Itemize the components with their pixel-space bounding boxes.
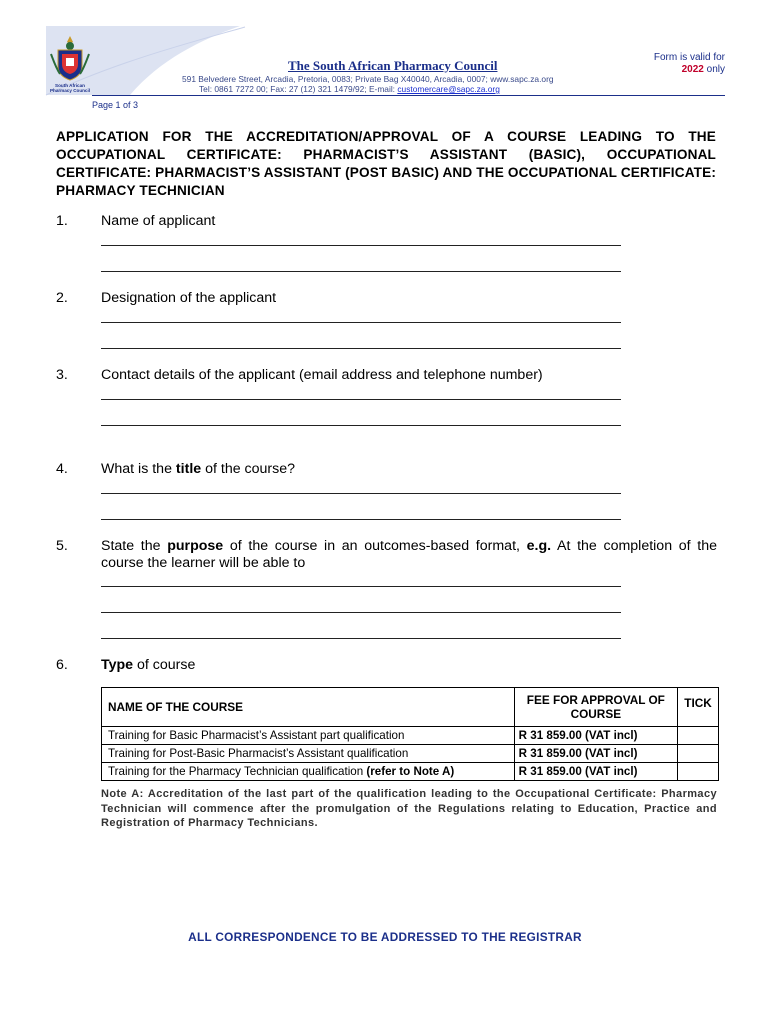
table-row	[102, 763, 719, 781]
course-name: Training for Post-Basic Pharmacist’s Assistant qualification	[108, 747, 409, 760]
answer-line[interactable]	[101, 638, 621, 639]
org-contact	[199, 84, 500, 94]
footer-notice: ALL CORRESPONDENCE TO BE ADDRESSED TO THE REGISTRAR	[188, 930, 582, 944]
question-4-text	[101, 461, 295, 477]
contact-details: Tel: 0861 7272 00; Fax: 27 (12) 321 1479/92; E-mail:	[199, 84, 398, 94]
question-3-text: Contact details of the applicant (email address and telephone number)	[101, 367, 543, 383]
tick-cell[interactable]	[678, 763, 719, 781]
answer-line[interactable]	[101, 586, 621, 587]
answer-line[interactable]	[101, 245, 621, 246]
org-address: 591 Belvedere Street, Arcadia, Pretoria, 0083; Private Bag X40040, Arcadia, 0007; www.sapc.za.org	[182, 74, 554, 84]
question-3-number: 3.	[56, 367, 68, 383]
validity-year: 2022	[681, 64, 704, 75]
svg-text:South African: South African	[55, 83, 85, 88]
course-name-cell	[102, 763, 515, 781]
course-name-note: (refer to Note A)	[366, 765, 455, 778]
validity-suffix: only	[703, 64, 725, 75]
validity-notice	[615, 52, 725, 76]
question-6-text-bold: Type	[101, 657, 134, 673]
answer-line[interactable]	[101, 519, 621, 520]
course-fee-cell: R 31 859.00 (VAT incl)	[514, 763, 677, 781]
question-1-text: Name of applicant	[101, 213, 216, 229]
svg-text:Pharmacy Council: Pharmacy Council	[49, 88, 91, 93]
question-4-text-post: of the course?	[201, 461, 296, 477]
header-divider	[92, 95, 725, 96]
answer-line[interactable]	[101, 493, 621, 494]
col-header-course-name: NAME OF THE COURSE	[102, 688, 515, 727]
question-6-number: 6.	[56, 657, 68, 673]
sapc-logo	[48, 34, 92, 94]
answer-line[interactable]	[101, 399, 621, 400]
table-header-row	[102, 688, 719, 727]
answer-line[interactable]	[101, 612, 621, 613]
question-4-number: 4.	[56, 461, 68, 477]
question-6-text	[101, 657, 195, 673]
question-2-number: 2.	[56, 290, 68, 306]
question-5-text-pre: State the	[101, 538, 168, 554]
question-1-number: 1.	[56, 213, 68, 229]
answer-line[interactable]	[101, 425, 621, 426]
page-title: APPLICATION FOR THE ACCREDITATION/APPROVAL OF A COURSE LEADING TO THE OCCUPATIONAL CERTIFICATE: PHARMACIST’S ASSISTANT (BASIC), OCCUPATIONAL CERTIFICATE: PHARMACIST’S ASSISTANT (POST BASIC) AND THE OCCUPATIONAL CERTIFICATE: PHARMACY TECHNICIAN	[56, 129, 716, 198]
question-5-text-bold2: e.g.	[526, 538, 552, 554]
course-fee-cell: R 31 859.00 (VAT incl)	[514, 727, 677, 745]
question-5-text-post: At the completion of the course the learner will be able to	[101, 538, 718, 571]
course-name: Training for Basic Pharmacist’s Assistant part qualification	[108, 729, 405, 742]
answer-line[interactable]	[101, 348, 621, 349]
email-link[interactable]: customercare@sapc.za.org	[397, 84, 500, 94]
question-4-text-pre: What is the	[101, 461, 176, 477]
page-number: Page 1 of 3	[92, 100, 139, 110]
course-name: Training for the Pharmacy Technician qualification	[108, 765, 367, 778]
question-4-text-bold: title	[175, 461, 202, 477]
question-5-text	[101, 538, 717, 572]
question-2-text: Designation of the applicant	[101, 290, 277, 306]
course-type-table	[101, 687, 719, 781]
table-row	[102, 745, 719, 763]
answer-line[interactable]	[101, 322, 621, 323]
course-name-cell	[102, 745, 515, 763]
validity-prefix: Form is valid for	[653, 52, 725, 63]
table-row	[102, 727, 719, 745]
question-5-text-mid: of the course in an outcomes-based format,	[223, 538, 527, 554]
tick-cell[interactable]	[678, 727, 719, 745]
note-a: Note A: Accreditation of the last part of the qualification leading to the Occupational Certificate: Pharmacy Technician will commence after the promulgation of the Regulations relating to Education, Practice and Registration of Pharmacy Technicians.	[101, 788, 717, 829]
tick-cell[interactable]	[678, 745, 719, 763]
question-5-number: 5.	[56, 538, 68, 554]
org-name: The South African Pharmacy Council	[288, 58, 498, 73]
question-5-text-bold: purpose	[167, 538, 224, 554]
course-name-cell	[102, 727, 515, 745]
col-header-fee: FEE FOR APPROVAL OF COURSE	[514, 688, 677, 727]
answer-line[interactable]	[101, 271, 621, 272]
course-fee-cell: R 31 859.00 (VAT incl)	[514, 745, 677, 763]
question-6-text-post: of course	[133, 657, 196, 673]
col-header-tick: TICK	[678, 688, 719, 727]
